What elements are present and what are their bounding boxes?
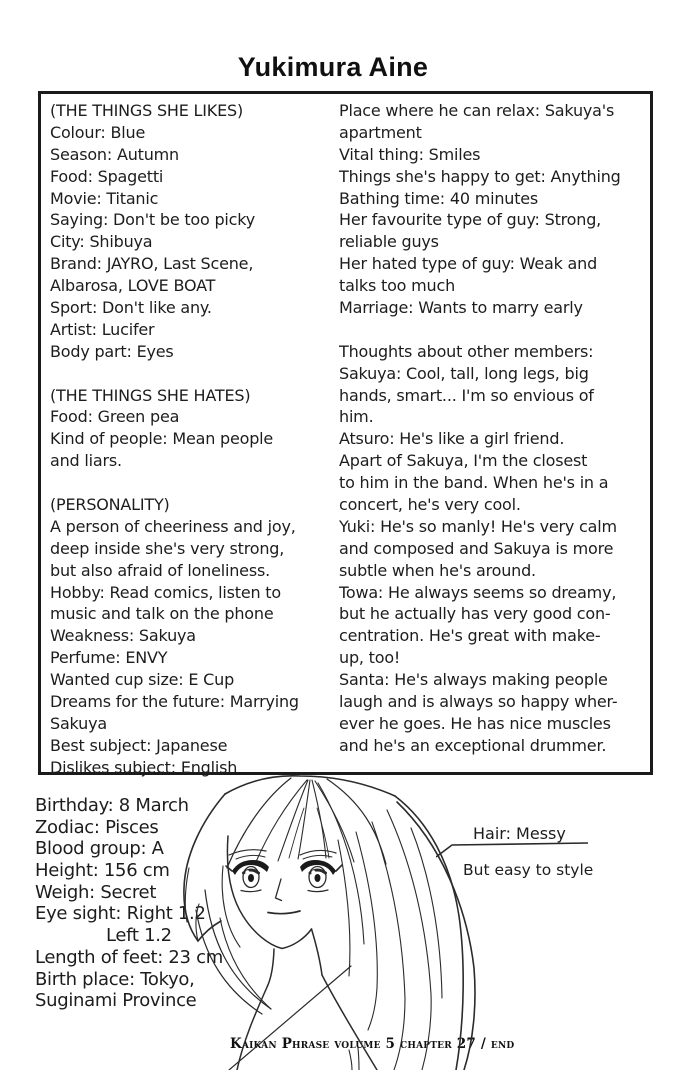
text-line: but also afraid of loneliness. <box>50 560 270 580</box>
text-line: centration. He's great with make- <box>339 626 601 646</box>
text-line: City: Shibuya <box>50 232 153 252</box>
text-line: apartment <box>339 122 422 142</box>
text-line: Sakuya <box>50 713 107 733</box>
text-line: but he actually has very good con- <box>339 604 611 624</box>
text-line: Brand: JAYRO, Last Scene, <box>50 254 254 274</box>
text-line: concert, he's very cool. <box>339 495 521 515</box>
hair-pointer-line <box>436 839 592 859</box>
profile-left-column <box>50 100 340 779</box>
text-line: Towa: He always seems so dreamy, <box>339 582 617 602</box>
text-line: Vital thing: Smiles <box>339 144 481 164</box>
stats-list <box>35 795 223 1012</box>
text-line: Marriage: Wants to marry early <box>339 298 583 318</box>
text-line: A person of cheeriness and joy, <box>50 516 296 536</box>
girl-eyes <box>226 850 342 892</box>
stat-eyesight-right: Eye sight: Right 1.2 <box>35 903 206 925</box>
girl-face <box>227 836 377 1070</box>
text-line: subtle when he's around. <box>339 560 536 580</box>
text-line: Perfume: ENVY <box>50 648 168 668</box>
text-line: deep inside she's very strong, <box>50 538 285 558</box>
text-line <box>50 363 340 385</box>
text-line: Movie: Titanic <box>50 188 159 208</box>
page-title: Yukimura Aine <box>237 52 429 82</box>
text-line: Apart of Sakuya, I'm the closest <box>339 451 588 471</box>
footer-caption: Kaikan Phrase volume 5 chapter 27 / end <box>230 1036 515 1052</box>
text-line <box>50 472 340 494</box>
text-line: (THE THINGS SHE HATES) <box>50 385 251 405</box>
text-line: Yuki: He's so manly! He's very calm <box>339 516 617 536</box>
profile-box <box>38 91 653 775</box>
text-line: music and talk on the phone <box>50 604 274 624</box>
text-line: Kind of people: Mean people <box>50 429 274 449</box>
text-line: (THE THINGS SHE LIKES) <box>50 101 243 120</box>
text-line: and he's an exceptional drummer. <box>339 735 607 755</box>
text-line: Best subject: Japanese <box>50 735 228 755</box>
text-line: Food: Green pea <box>50 407 180 427</box>
text-line: him. <box>339 407 374 427</box>
text-line: and liars. <box>50 451 122 471</box>
text-line: Body part: Eyes <box>50 341 174 361</box>
text-line: Dreams for the future: Marrying <box>50 692 299 712</box>
text-line: hands, smart... I'm so envious of <box>339 385 594 405</box>
text-line: reliable guys <box>339 232 439 252</box>
text-line <box>339 319 647 341</box>
stat-birthplace: Birth place: Tokyo, <box>35 968 195 990</box>
text-line: Colour: Blue <box>50 122 146 142</box>
text-line: laugh and is always so happy wher- <box>339 692 618 712</box>
stat-eyesight-left: Left 1.2 <box>106 925 172 947</box>
text-line: ever he goes. He has nice muscles <box>339 713 611 733</box>
text-line: Thoughts about other members: <box>339 341 594 361</box>
text-line: Her favourite type of guy: Strong, <box>339 210 602 230</box>
text-line: Sakuya: Cool, tall, long legs, big <box>339 363 589 383</box>
text-line: Food: Spagetti <box>50 166 164 186</box>
text-line: Season: Autumn <box>50 144 179 164</box>
text-line: Artist: Lucifer <box>50 319 155 339</box>
stat-birthday: Birthday: 8 March <box>35 795 189 816</box>
text-line: Saying: Don't be too picky <box>50 210 256 230</box>
hair-annotation-title: Hair: Messy <box>473 824 566 843</box>
girl-hair <box>184 776 475 1070</box>
text-line: to him in the band. When he's in a <box>339 473 609 493</box>
stat-feet-length: Length of feet: 23 cm <box>35 946 223 968</box>
text-line: Santa: He's always making people <box>339 670 608 690</box>
stat-blood-group: Blood group: A <box>35 838 164 860</box>
hair-annotation-subtitle: But easy to style <box>463 861 594 879</box>
text-line: Her hated type of guy: Weak and <box>339 254 598 274</box>
stat-height: Height: 156 cm <box>35 860 170 882</box>
stat-weight: Weigh: Secret <box>35 881 157 903</box>
profile-right-column <box>339 100 647 757</box>
text-line: talks too much <box>339 276 456 296</box>
text-line: Place where he can relax: Sakuya's <box>339 101 615 120</box>
text-line: Sport: Don't like any. <box>50 298 212 318</box>
text-line: Dislikes subject: English <box>50 757 238 777</box>
text-line: and composed and Sakuya is more <box>339 538 614 558</box>
text-line: Atsuro: He's like a girl friend. <box>339 429 565 449</box>
stat-zodiac: Zodiac: Pisces <box>35 816 159 838</box>
text-line: Bathing time: 40 minutes <box>339 188 539 208</box>
text-line: Hobby: Read comics, listen to <box>50 582 281 602</box>
text-line: (PERSONALITY) <box>50 495 170 515</box>
stat-birthplace-2: Suginami Province <box>35 990 197 1012</box>
text-line: Things she's happy to get: Anything <box>339 166 621 186</box>
text-line: Albarosa, LOVE BOAT <box>50 276 216 296</box>
text-line: Wanted cup size: E Cup <box>50 670 235 690</box>
text-line: Weakness: Sakuya <box>50 626 196 646</box>
text-line: up, too! <box>339 648 401 668</box>
